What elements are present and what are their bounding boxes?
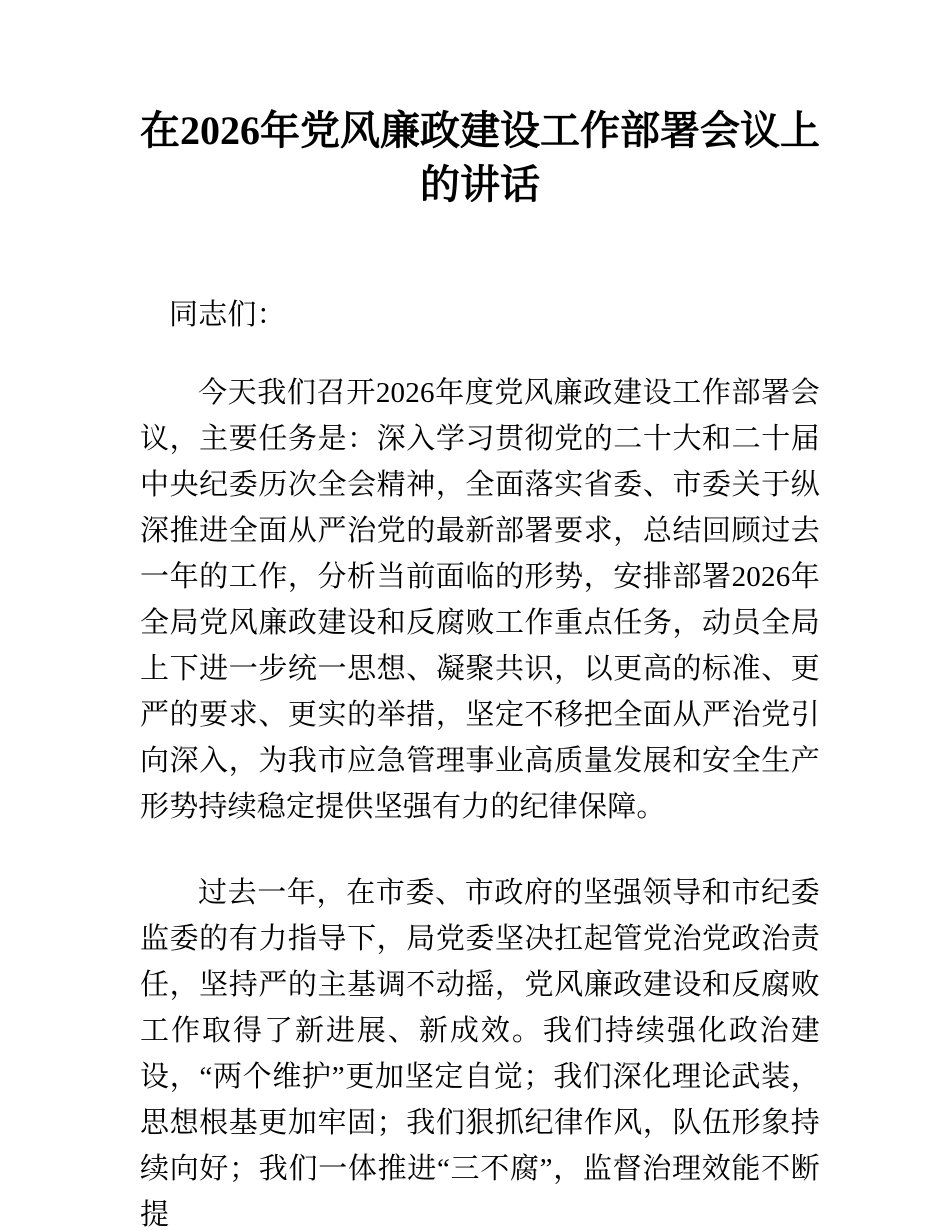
page-title: 在2026年党风廉政建设工作部署会议上的讲话 [140, 108, 820, 207]
document-body [140, 0, 820, 1230]
paragraph-2: 过去一年，在市委、市政府的坚强领导和市纪委监委的有力指导下，局党委坚决扛起管党治党政治责任，坚持严的主基调不动摇，党风廉政建设和反腐败工作取得了新进展、新成效。我们持续强化政治建设，“两个维护”更加坚定自觉；我们深化理论武装，思想根基更加牢固；我们狠抓纪律作风，队伍形象持续向好；我们一体推进“三不腐”，监督治理效能不断提 [140, 877, 820, 1230]
salutation-line: 同志们： [169, 299, 286, 331]
paragraph-1: 今天我们召开2026年度党风廉政建设工作部署会议，主要任务是：深入学习贯彻党的二十大和二十届中央纪委历次全会精神，全面落实省委、市委关于纵深推进全面从严治党的最新部署要求，总结回顾过去一年的工作，分析当前面临的形势，安排部署2026年全局党风廉政建设和反腐败工作重点任务，动员全局上下进一步统一思想、凝聚共识，以更高的标准、更严的要求、更实的举措，坚定不移把全面从严治党引向深入，为我市应急管理事业高质量发展和安全生产形势持续稳定提供坚强有力的纪律保障。 [140, 377, 820, 823]
